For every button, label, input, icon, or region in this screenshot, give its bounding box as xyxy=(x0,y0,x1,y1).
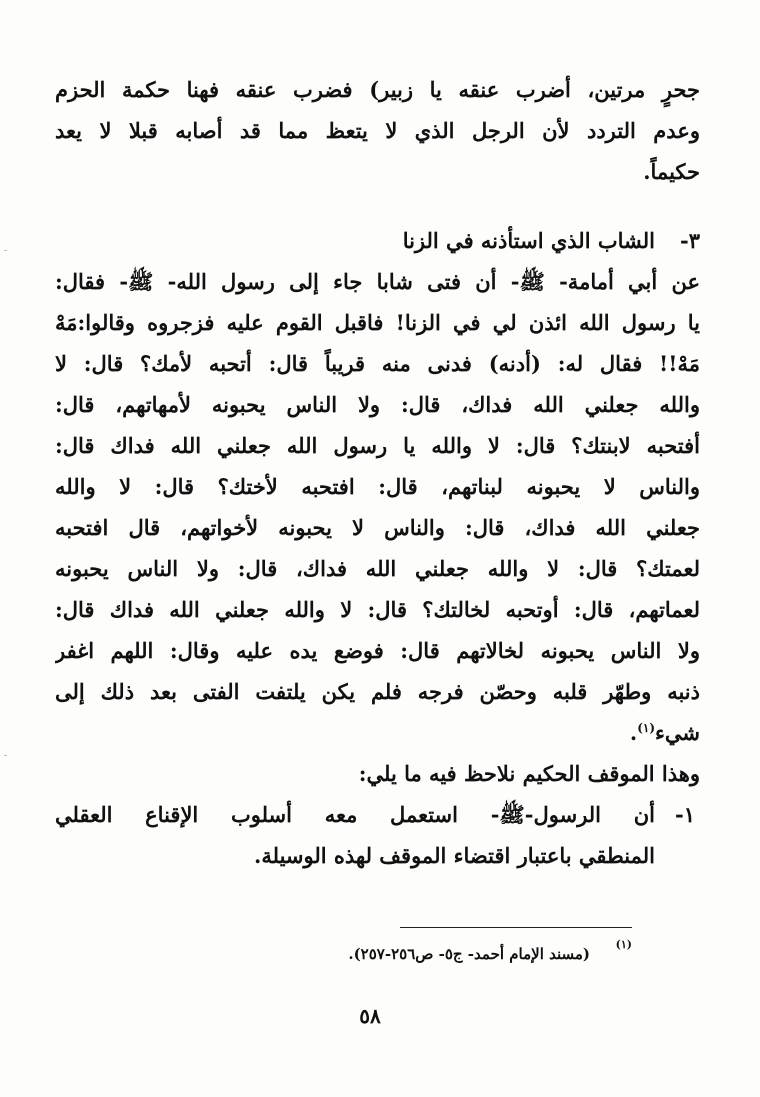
footnote-number: (١) xyxy=(615,938,632,951)
observation-intro: وهذا الموقف الحكيم نلاحظ فيه ما يلي: xyxy=(358,761,700,786)
story-line: والناس لا يحبونه لبناتهم، قال: افتحبه لأختك؟ قال: لا والله xyxy=(55,474,700,499)
intro-line-1: جحرٍ مرتين، أضرب عنقه يا زبير) فضرب عنقه فهنا حكمة الحزم xyxy=(55,77,700,102)
page-number: ٥٨ xyxy=(359,1004,381,1028)
story-line: لعماتهم، قال: أوتحبه لخالتك؟ قال: لا والله جعلني الله فداك قال: xyxy=(55,597,700,622)
story-last-line xyxy=(55,713,700,753)
footnote-divider xyxy=(400,927,632,928)
story-line: جعلني الله فداك، قال: والناس لا يحبونه لأخواتهم، قال افتحبه xyxy=(55,515,700,540)
scan-edge-mark xyxy=(4,755,7,756)
intro-line-3: حكيماً. xyxy=(643,159,700,184)
point-1-line-1: أن الرسول-ﷺ- استعمل معه أسلوب الإقناع العقلي xyxy=(55,802,655,827)
section-title: الشاب الذي استأذنه في الزنا xyxy=(402,228,655,253)
story-line: ذنبه وطهّر قلبه وحصّن فرجه فلم يكن يلتفت الفتى بعد ذلك إلى xyxy=(55,679,700,704)
scan-edge-mark xyxy=(4,250,7,251)
story-line: ولا الناس يحبونه لخالاتهم قال: فوضع يده عليه وقال: اللهم اغفر xyxy=(55,638,700,663)
footnote-text: (مسند الإمام أحمد- ج٥- ص٢٥٦-٢٥٧). xyxy=(348,945,590,963)
story-line: أفتحبه لابنتك؟ قال: لا والله يا رسول الله جعلني الله فداك قال: xyxy=(55,433,700,458)
footnote-reference: (١) xyxy=(637,721,656,735)
story-line: والله جعلني الله فداك، قال: ولا الناس يحبونه لأمهاتهم، قال: xyxy=(55,392,700,417)
story-last-word: شيء xyxy=(655,720,700,745)
story-end-mark: . xyxy=(629,720,638,745)
intro-line-2: وعدم التردد لأن الرجل الذي لا يتعظ مما قد أصابه قبلا لا يعد xyxy=(55,118,700,143)
story-line: لعمتك؟ قال: لا والله جعلني الله فداك، قال: ولا الناس يحبونه xyxy=(55,556,700,581)
story-line: مَهْ!! فقال له: (أدنه) فدنى منه قريباً قال: أتحبه لأمك؟ قال: لا xyxy=(55,351,700,376)
point-1-line-2: المنطقي باعتبار اقتضاء الموقف لهذه الوسيلة. xyxy=(254,843,655,868)
story-line: يا رسول الله ائذن لي في الزنا! فاقبل القوم عليه فزجروه وقالوا:مَهْ xyxy=(55,310,700,335)
story-line: عن أبي أمامة- ﷺ- أن فتى شابا جاء إلى رسول الله- ﷺ- فقال: xyxy=(55,269,700,294)
section-number: ٣- xyxy=(680,228,700,253)
point-1-number: ١- xyxy=(675,802,695,827)
